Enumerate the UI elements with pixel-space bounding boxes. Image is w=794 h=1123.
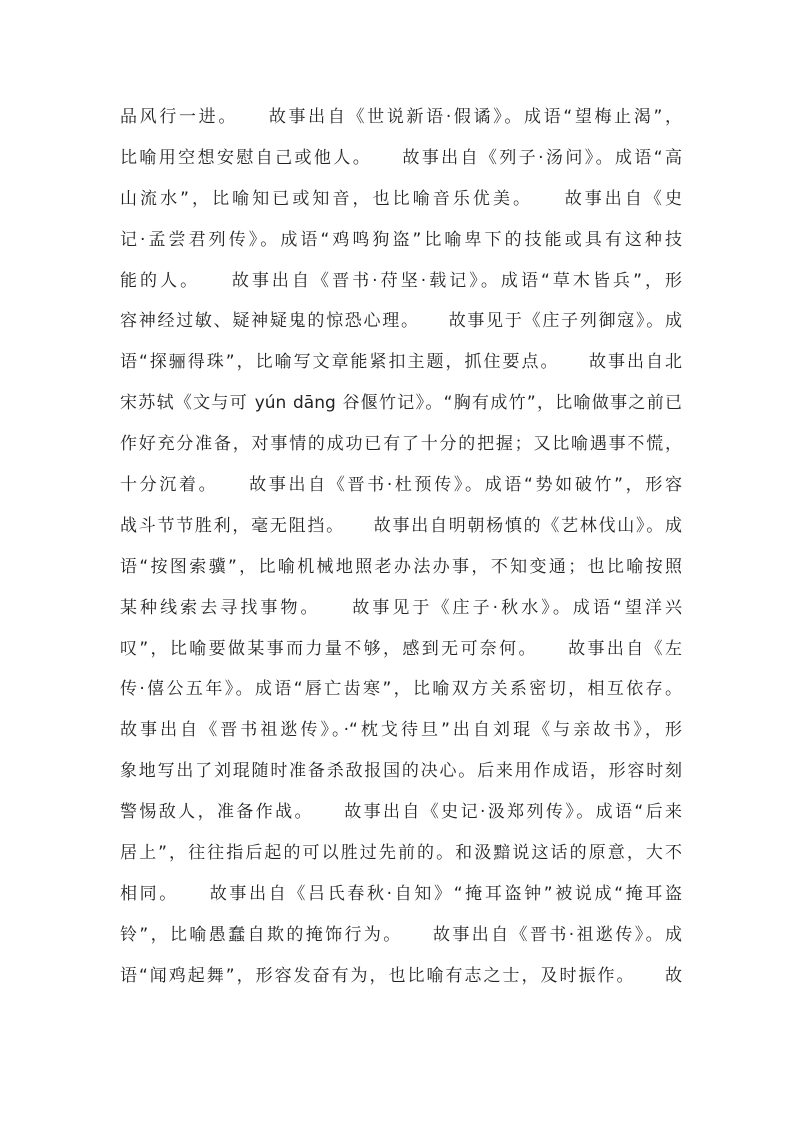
text-line: 战斗节节胜利，毫无阻挡。 故事出自明朝杨慎的《艺林伐山》。成	[120, 515, 682, 536]
text-line: 某种线索去寻找事物。 故事见于《庄子·秋水》。成语“望洋兴	[120, 597, 682, 618]
text-line: 能的人。 故事出自《晋书·苻坚·载记》。成语“草木皆兵”，形	[120, 270, 682, 291]
text-line: 十分沉着。 故事出自《晋书·杜预传》。成语“势如破竹”，形容	[120, 475, 682, 496]
text-line: 象地写出了刘琨随时准备杀敌报国的决心。后来用作成语，形容时刻	[120, 761, 682, 782]
text-line: 铃”，比喻愚蠢自欺的掩饰行为。 故事出自《晋书·祖逖传》。成	[120, 924, 682, 945]
document-body	[120, 97, 682, 997]
text-line: 警惕敌人，准备作战。 故事出自《史记·汲郑列传》。成语“后来	[120, 802, 682, 823]
text-line: 叹”，比喻要做某事而力量不够，感到无可奈何。 故事出自《左	[120, 638, 682, 659]
text-line: 相同。 故事出自《吕氏春秋·自知》“掩耳盗钟”被说成“掩耳盗	[120, 883, 682, 904]
text-line: 语“按图索骥”，比喻机械地照老办法办事，不知变通；也比喻按照	[120, 556, 682, 577]
text-line: 容神经过敏、疑神疑鬼的惊恐心理。 故事见于《庄子列御寇》。成	[120, 311, 682, 332]
text-line: 语“探骊得珠”，比喻写文章能紧扣主题，抓住要点。 故事出自北	[120, 352, 682, 373]
text-line: 语“闻鸡起舞”，形容发奋有为，也比喻有志之士，及时振作。 故	[120, 965, 682, 986]
text-line: 故事出自《晋书祖逖传》。·“枕戈待旦”出自刘琨《与亲故书》，形	[120, 720, 682, 741]
text-line: 居上”，往往指后起的可以胜过先前的。和汲黯说这话的原意，大不	[120, 843, 682, 864]
text-line: 记·孟尝君列传》。成语“鸡鸣狗盗”比喻卑下的技能或具有这种技	[120, 229, 682, 250]
text-line: 比喻用空想安慰自己或他人。 故事出自《列子·汤问》。成语“高	[120, 147, 682, 168]
text-line: 山流水”，比喻知已或知音，也比喻音乐优美。 故事出自《史	[120, 188, 682, 209]
text-line: 宋苏轼《文与可 yún dāng 谷偃竹记》。“胸有成竹”，比喻做事之前已	[120, 393, 682, 414]
text-line: 品风行一进。 故事出自《世说新语·假谲》。成语“望梅止渴”，	[120, 107, 682, 127]
text-line: 传·僖公五年》。成语“唇亡齿寒”，比喻双方关系密切，相互依存。	[120, 679, 682, 700]
text-line: 作好充分准备，对事情的成功已有了十分的把握；又比喻遇事不慌，	[120, 434, 682, 455]
